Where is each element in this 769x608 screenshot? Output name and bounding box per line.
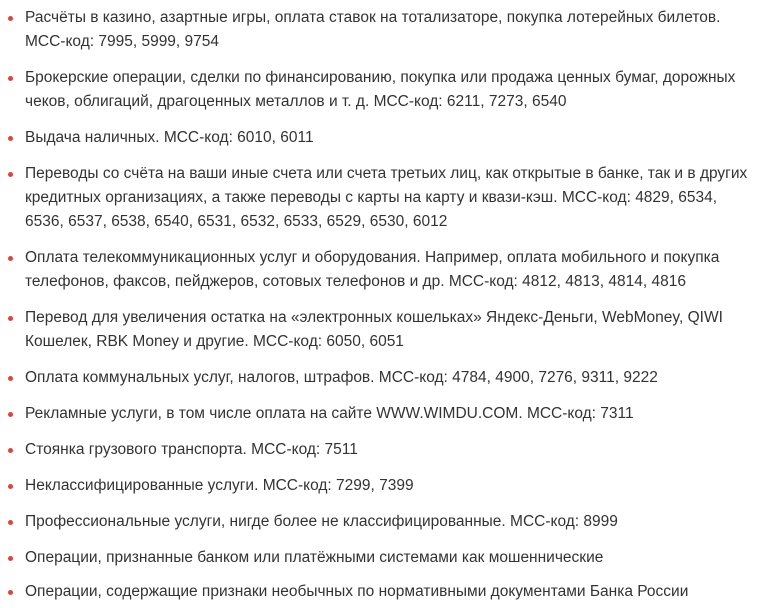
list-item	[8, 246, 760, 294]
list-item	[8, 510, 760, 534]
bullet-icon	[8, 520, 13, 525]
list-item-text: Операции, признанные банком или платёжными системами как мошеннические	[25, 549, 604, 566]
list-item-text: Рекламные услуги, в том числе оплата на сайте WWW.WIMDU.COM. MCC-код: 7311	[25, 405, 634, 422]
bullet-icon	[8, 448, 13, 453]
list-item-text: Расчёты в казино, азартные игры, оплата ставок на тотализаторе, покупка лотерейных билетов. MCC-код: 7995, 5999, 9754	[25, 9, 721, 50]
list-item	[8, 474, 760, 498]
list-item-text: Оплата телекоммуникационных услуг и оборудования. Например, оплата мобильного и покупка телефонов, факсов, пейджеров, сотовых телефонов и др. MCC-код: 4812, 4813, 4814, 4816	[25, 249, 720, 290]
bullet-icon	[8, 590, 13, 595]
list-item-text: Оплата коммунальных услуг, налогов, штрафов. MCC-код: 4784, 4900, 7276, 9311, 9222	[25, 369, 658, 386]
list-item-text: Стоянка грузового транспорта. MCC-код: 7511	[25, 441, 358, 458]
list-item	[8, 546, 760, 570]
bullet-icon	[8, 136, 13, 141]
list-item	[8, 66, 760, 114]
bullet-icon	[8, 316, 13, 321]
list-item	[8, 126, 760, 150]
bullet-icon	[8, 556, 13, 561]
list-item-text: Операции, содержащие признаки необычных по нормативными документами Банка России	[25, 583, 689, 600]
list-item-text: Неклассифицированные услуги. MCC-код: 7299, 7399	[25, 477, 414, 494]
list-item	[8, 6, 760, 54]
list-item	[8, 580, 760, 604]
bullet-icon	[8, 172, 13, 177]
bullet-icon	[8, 412, 13, 417]
list-item	[8, 162, 760, 234]
list-item	[8, 438, 760, 462]
list-item	[8, 402, 760, 426]
list-item-text: Брокерские операции, сделки по финансированию, покупка или продажа ценных бумаг, дорожных чеков, облигаций, драгоценных металлов и т. д. MCC-код: 6211, 7273, 6540	[25, 69, 736, 110]
bullet-icon	[8, 484, 13, 489]
list-item-text: Профессиональные услуги, нигде более не классифицированные. MCC-код: 8999	[25, 513, 618, 530]
list-item	[8, 306, 760, 354]
list-item-text: Перевод для увеличения остатка на «электронных кошельках» Яндекс-Деньги, WebMoney, QIWI Кошелек, RBK Money и другие. MCC-код: 6050, 6051	[25, 309, 723, 350]
bullet-icon	[8, 16, 13, 21]
list-item	[8, 366, 760, 390]
bullet-icon	[8, 76, 13, 81]
list-item-text: Переводы со счёта на ваши иные счета или счета третьих лиц, как открытые в банке, так и в других кредитных организациях, а также переводы с карты на карту и квази-кэш. MCC-код: 4829, 6534, 6536, 6537, 6538, 6540, 6531, 6532, 6533, 6529, 6530, 6012	[25, 165, 748, 230]
bullet-icon	[8, 256, 13, 261]
bullet-icon	[8, 376, 13, 381]
list-item-text: Выдача наличных. MCC-код: 6010, 6011	[25, 129, 314, 146]
